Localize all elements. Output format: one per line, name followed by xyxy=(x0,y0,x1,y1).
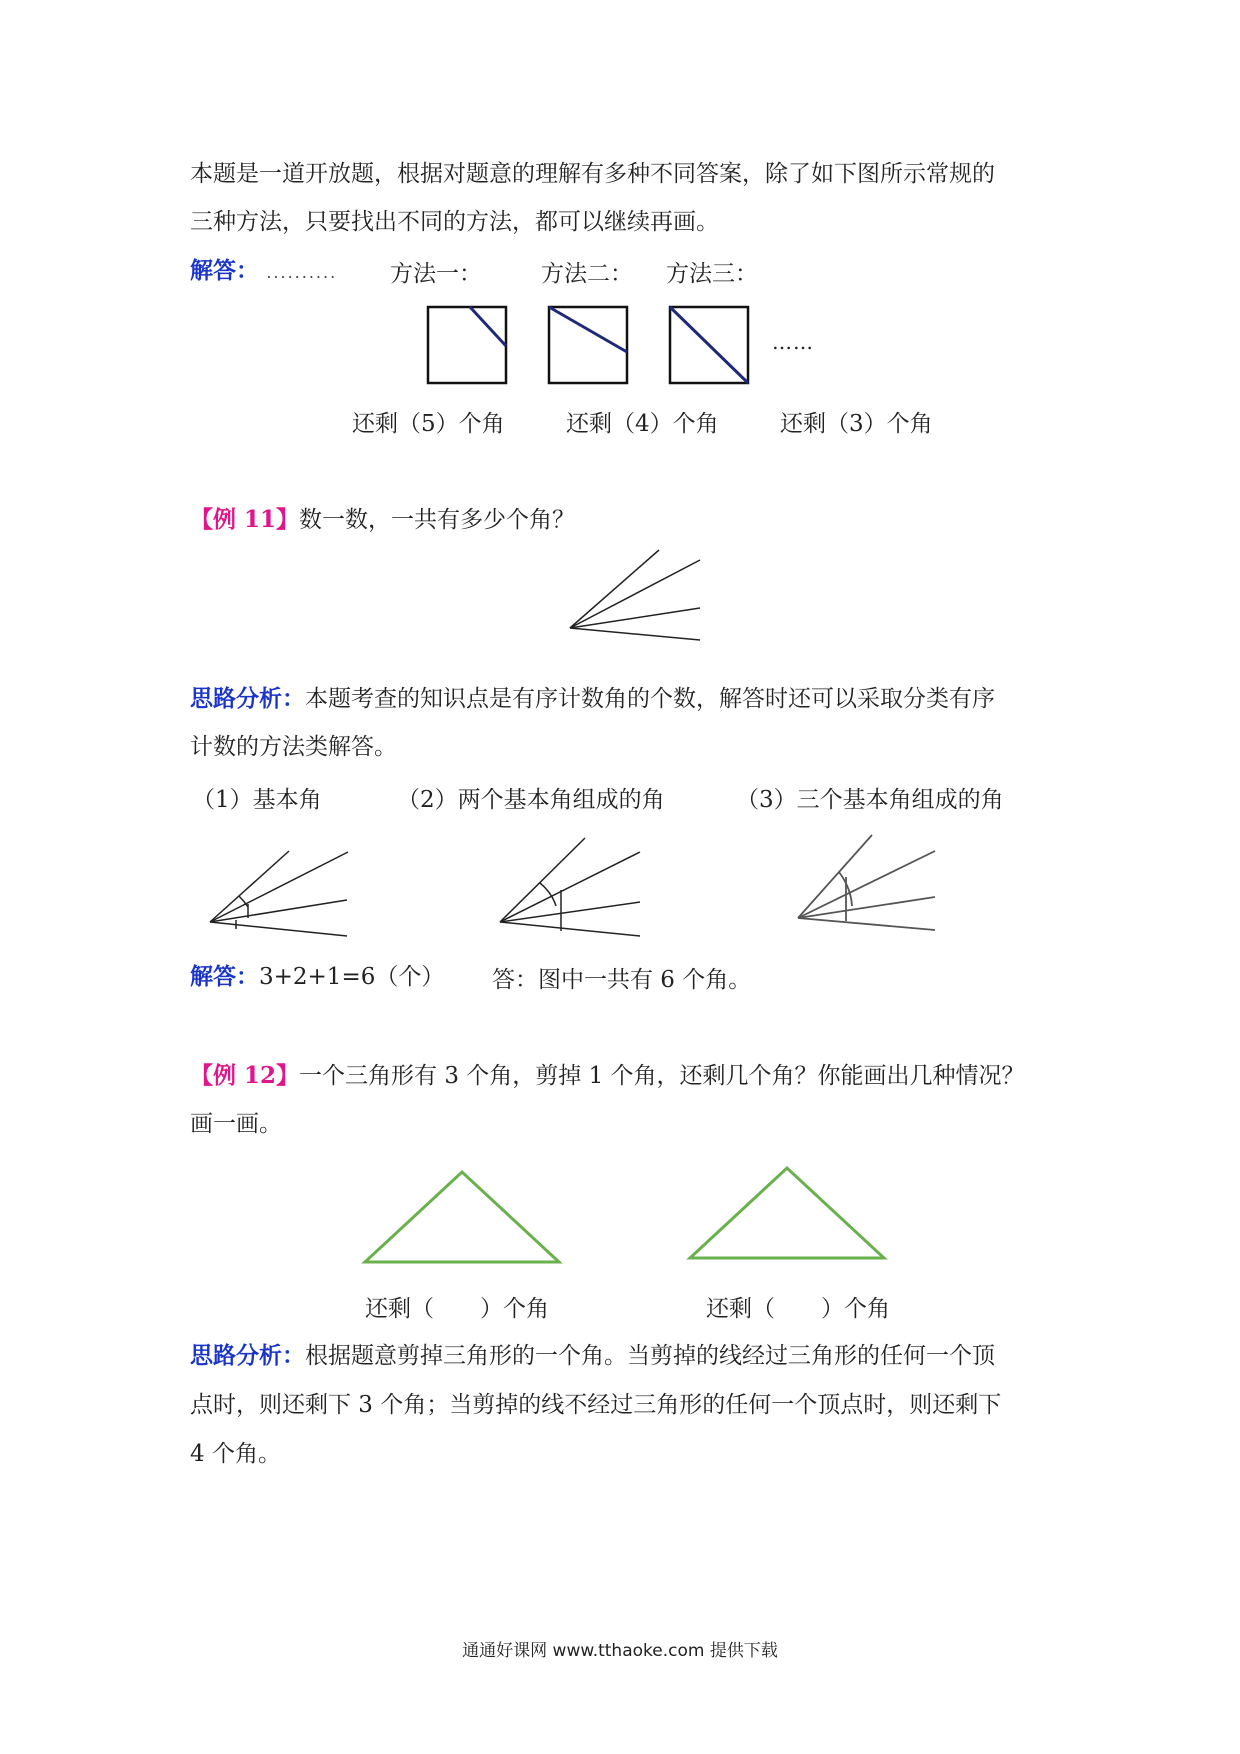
category-three-basic: （3）三个基本角组成的角 xyxy=(736,787,1004,813)
method-1-label: 方法一： xyxy=(390,261,482,287)
analysis-label: 思路分析： xyxy=(190,1342,305,1369)
example-12-analysis-line-3: 4 个角。 xyxy=(190,1441,281,1467)
method-3-label: 方法三： xyxy=(666,261,758,287)
footer: 通通好课网 www.tthaoke.com 提供下载 xyxy=(462,1641,778,1661)
caption-2: 还剩（4）个角 xyxy=(566,411,719,437)
intro-line-1: 本题是一道开放题，根据对题意的理解有多种不同答案，除了如下图所示常规的 xyxy=(190,161,995,187)
caption-1: 还剩（5）个角 xyxy=(352,411,505,437)
example-11-analysis-line-1: 思路分析：本题考查的知识点是有序计数角的个数，解答时还可以采取分类有序 xyxy=(190,685,995,712)
method-2-label: 方法二： xyxy=(541,261,633,287)
example-11-analysis-line-2: 计数的方法类解答。 xyxy=(190,734,397,760)
intro-line-2: 三种方法，只要找出不同的方法，都可以继续再画。 xyxy=(190,209,719,235)
example-11-tag: 【例 11】 xyxy=(190,506,300,533)
example-11-question: 数一数，一共有多少个角？ xyxy=(299,507,576,533)
category-basic: （1）基本角 xyxy=(192,787,322,813)
dot-leader: .......... xyxy=(266,263,338,282)
triangle-caption-2: 还剩（ ）个角 xyxy=(706,1296,890,1322)
category-two-basic: （2）两个基本角组成的角 xyxy=(397,787,665,813)
triangle-caption-1: 还剩（ ）个角 xyxy=(365,1296,549,1322)
triangle-2 xyxy=(690,1168,884,1258)
triangle-1 xyxy=(365,1172,559,1262)
example-12-analysis-line-2: 点时，则还剩下 3 个角；当剪掉的线不经过三角形的任何一个顶点时，则还剩下 xyxy=(190,1392,1002,1418)
analysis-label: 思路分析： xyxy=(190,685,305,712)
caption-3: 还剩（3）个角 xyxy=(780,411,933,437)
example-12-analysis-line-1: 思路分析：根据题意剪掉三角形的一个角。当剪掉的线经过三角形的任何一个顶 xyxy=(190,1342,995,1369)
answer-label: 解答： xyxy=(190,963,259,990)
example-12-question-line-2: 画一画。 xyxy=(190,1111,282,1137)
answer-formula: 3+2+1=6（个） xyxy=(259,964,445,990)
answer-label: 解答： xyxy=(190,257,259,284)
example-12-tag: 【例 12】 xyxy=(190,1062,300,1089)
ellipsis: …… xyxy=(772,330,814,354)
example-12-question: 一个三角形有 3 个角，剪掉 1 个角，还剩几个角？你能画出几种情况？ xyxy=(299,1063,1025,1089)
answer-statement: 答：图中一共有 6 个角。 xyxy=(492,967,752,993)
